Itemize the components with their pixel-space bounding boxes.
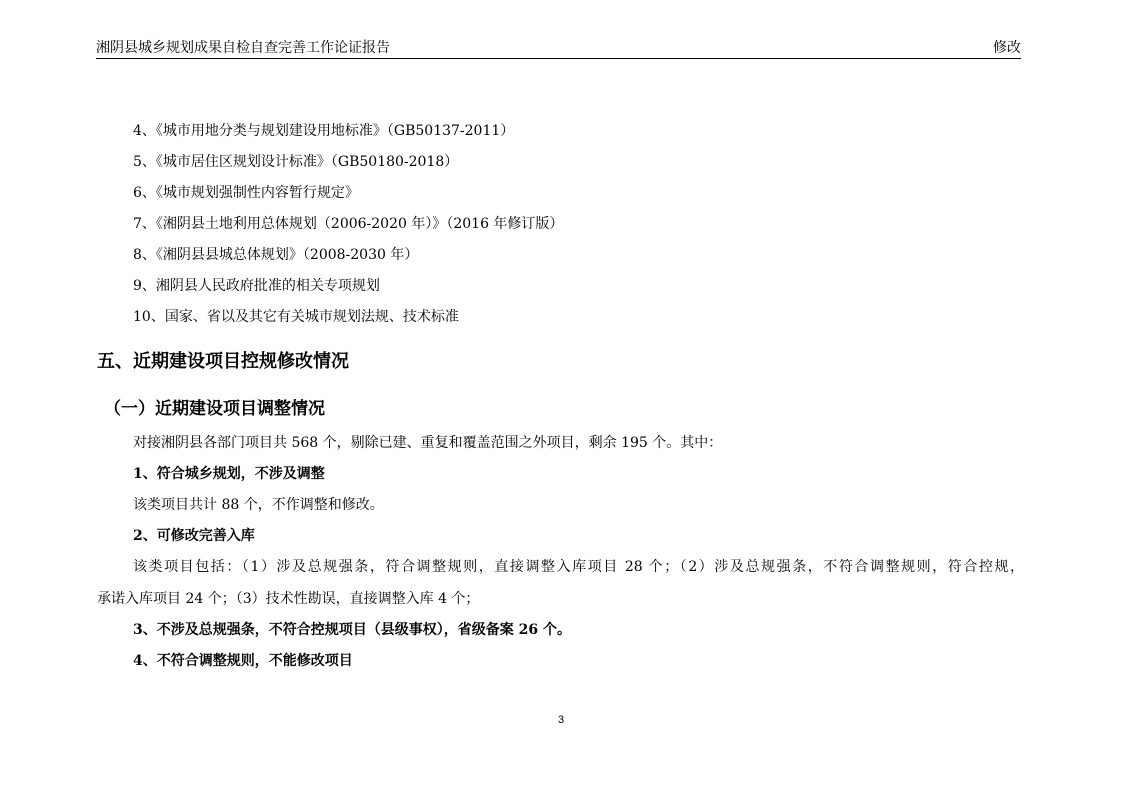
reference-item: 9、湘阴县人民政府批准的相关专项规划: [133, 278, 380, 294]
item-1-title: 1、符合城乡规划，不涉及调整: [133, 466, 325, 482]
reference-item: 4、《城市用地分类与规划建设用地标准》（GB50137-2011）: [133, 123, 515, 139]
header-tag: 修改: [993, 40, 1021, 56]
item-3-title: 3、不涉及总规强条，不符合控规项目（县级事权），省级备案 26 个。: [133, 622, 571, 638]
header-title: 湘阴县城乡规划成果自检自查完善工作论证报告: [96, 40, 390, 56]
reference-item: 6、《城市规划强制性内容暂行规定》: [133, 185, 359, 201]
subsection-heading: （一）近期建设项目调整情况: [104, 399, 325, 419]
item-2-text-line-2: 承诺入库项目 24 个；（3）技术性勘误，直接调整入库 4 个；: [97, 591, 480, 607]
section-heading: 五、近期建设项目控规修改情况: [97, 351, 349, 372]
page-number: 3: [557, 714, 565, 726]
reference-item: 7、《湘阴县土地利用总体规划（2006-2020 年）》（2016 年修订版）: [133, 216, 564, 232]
page-header: [96, 38, 1021, 58]
item-2-title: 2、可修改完善入库: [133, 528, 255, 544]
item-1-text: 该类项目共计 88 个，不作调整和修改。: [133, 497, 384, 513]
header-divider: [96, 58, 1021, 59]
item-2-text-line-1: 该类项目包括：（1）涉及总规强条，符合调整规则，直接调整入库项目 28 个；（2）涉及总规强条，不符合调整规则，符合控规，: [133, 559, 1024, 575]
reference-item: 5、《城市居住区规划设计标准》（GB50180-2018）: [133, 154, 459, 170]
intro-paragraph: 对接湘阴县各部门项目共 568 个，剔除已建、重复和覆盖范围之外项目，剩余 195 个。其中：: [133, 435, 723, 451]
reference-item: 8、《湘阴县县城总体规划》（2008-2030 年）: [133, 247, 419, 263]
reference-item: 10、国家、省以及其它有关城市规划法规、技术标准: [133, 309, 459, 325]
item-4-title: 4、不符合调整规则，不能修改项目: [133, 653, 353, 669]
